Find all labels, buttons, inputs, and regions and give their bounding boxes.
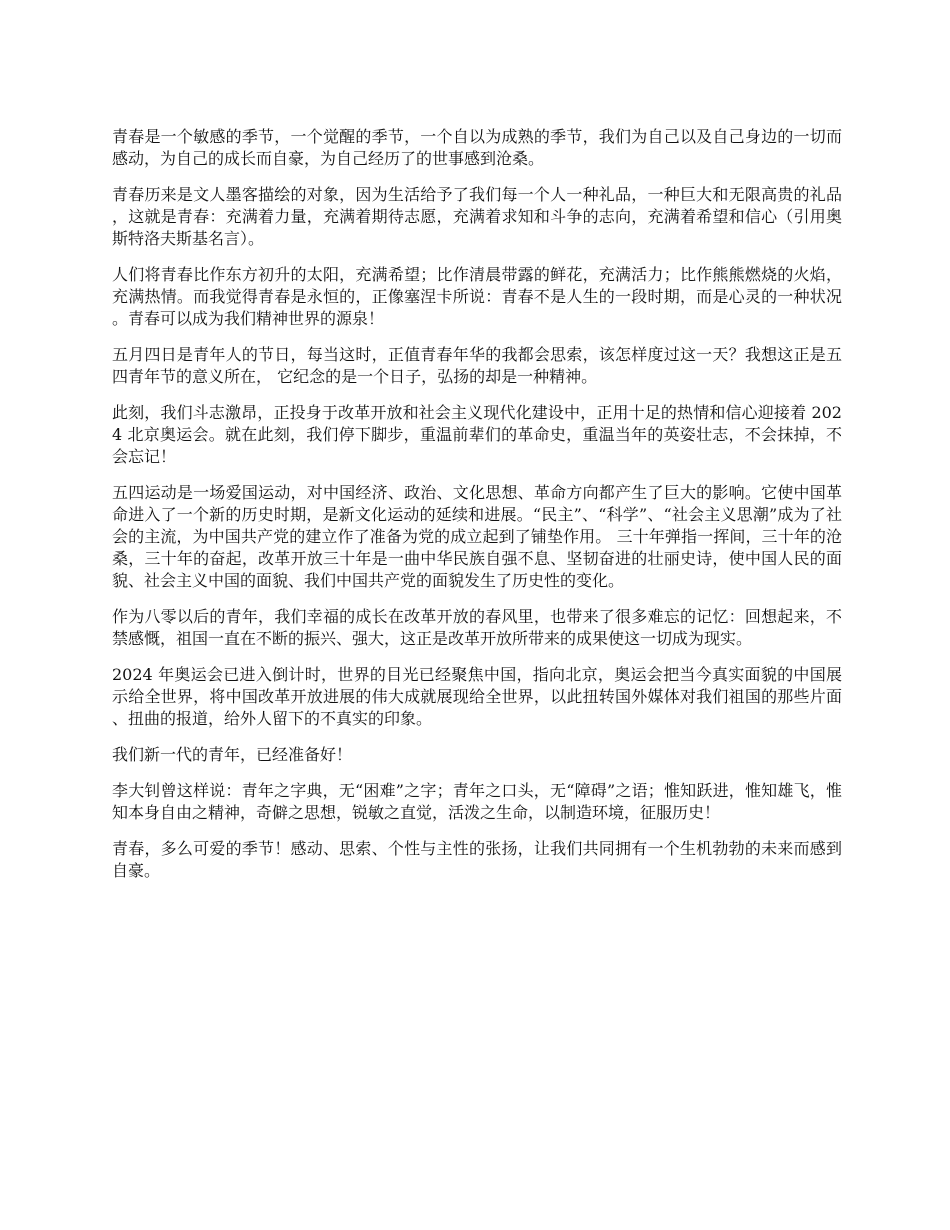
paragraph-2: 青春历来是文人墨客描绘的对象，因为生活给予了我们每一个人一种礼品，一种巨大和无限高贵的礼品，这就是青春：充满着力量，充满着期待志愿，充满着求知和斗争的志向，充满着希望和信心（引用奥斯特洛夫斯基名言）。 [112, 185, 842, 248]
paragraph-9: 我们新一代的青年，已经准备好！ [112, 745, 353, 764]
paragraph-8: 2024 年奥运会已进入倒计时，世界的目光已经聚焦中国，指向北京，奥运会把当今真实面貌的中国展示给全世界，将中国改革开放进展的伟大成就展现给全世界，以此扭转国外媒体对我们祖国的那些片面、扭曲的报道，给外人留下的不真实的印象。 [112, 665, 842, 728]
paragraph-1: 青春是一个敏感的季节，一个觉醒的季节，一个自以为成熟的季节，我们为自己以及自己身边的一切而感动，为自己的成长而自豪，为自己经历了的世事感到沧桑。 [112, 127, 842, 168]
paragraph-4: 五月四日是青年人的节日，每当这时，正值青春年华的我都会思索，该怎样度过这一天？我想这正是五四青年节的意义所在， 它纪念的是一个日子，弘扬的却是一种精神。 [112, 345, 842, 386]
paragraph-5: 此刻，我们斗志激昂，正投身于改革开放和社会主义现代化建设中，正用十足的热情和信心迎接着 2024 北京奥运会。就在此刻，我们停下脚步，重温前辈们的革命史，重温当年的英姿壮志，不会抹掉，不会忘记！ [112, 403, 842, 466]
paragraph-7: 作为八零以后的青年，我们幸福的成长在改革开放的春风里，也带来了很多难忘的记忆：回想起来，不禁感慨，祖国一直在不断的振兴、强大，这正是改革开放所带来的成果使这一切成为现实。 [112, 607, 842, 648]
paragraph-11: 青春，多么可爱的季节！感动、思索、个性与主性的张扬，让我们共同拥有一个生机勃勃的未来而感到自豪。 [112, 839, 842, 880]
paragraph-3: 人们将青春比作东方初升的太阳，充满希望；比作清晨带露的鲜花，充满活力；比作熊熊燃烧的火焰，充满热情。而我觉得青春是永恒的，正像塞涅卡所说：青春不是人生的一段时期，而是心灵的一种状况。青春可以成为我们精神世界的源泉！ [112, 265, 842, 328]
document-body [112, 126, 842, 896]
paragraph-6: 五四运动是一场爱国运动，对中国经济、政治、文化思想、革命方向都产生了巨大的影响。它使中国革命进入了一个新的历史时期，是新文化运动的延续和进展。“民主”、“科学”、“社会主义思潮”成为了社会的主流，为中国共产党的建立作了准备为党的成立起到了铺垫作用。 三十年弹指一挥间，三十年的沧桑，三十年的奋起，改革开放三十年是一曲中华民族自强不息、坚韧奋进的壮丽史诗，使中国人民的面貌、社会主义中国的面貌、我们中国共产党的面貌发生了历史性的变化。 [112, 483, 842, 590]
paragraph-10: 李大钊曾这样说：青年之字典，无“困难”之字；青年之口头，无“障碍”之语；惟知跃进，惟知雄飞，惟知本身自由之精神，奇僻之思想，锐敏之直觉，活泼之生命，以制造环境，征服历史！ [112, 781, 842, 822]
